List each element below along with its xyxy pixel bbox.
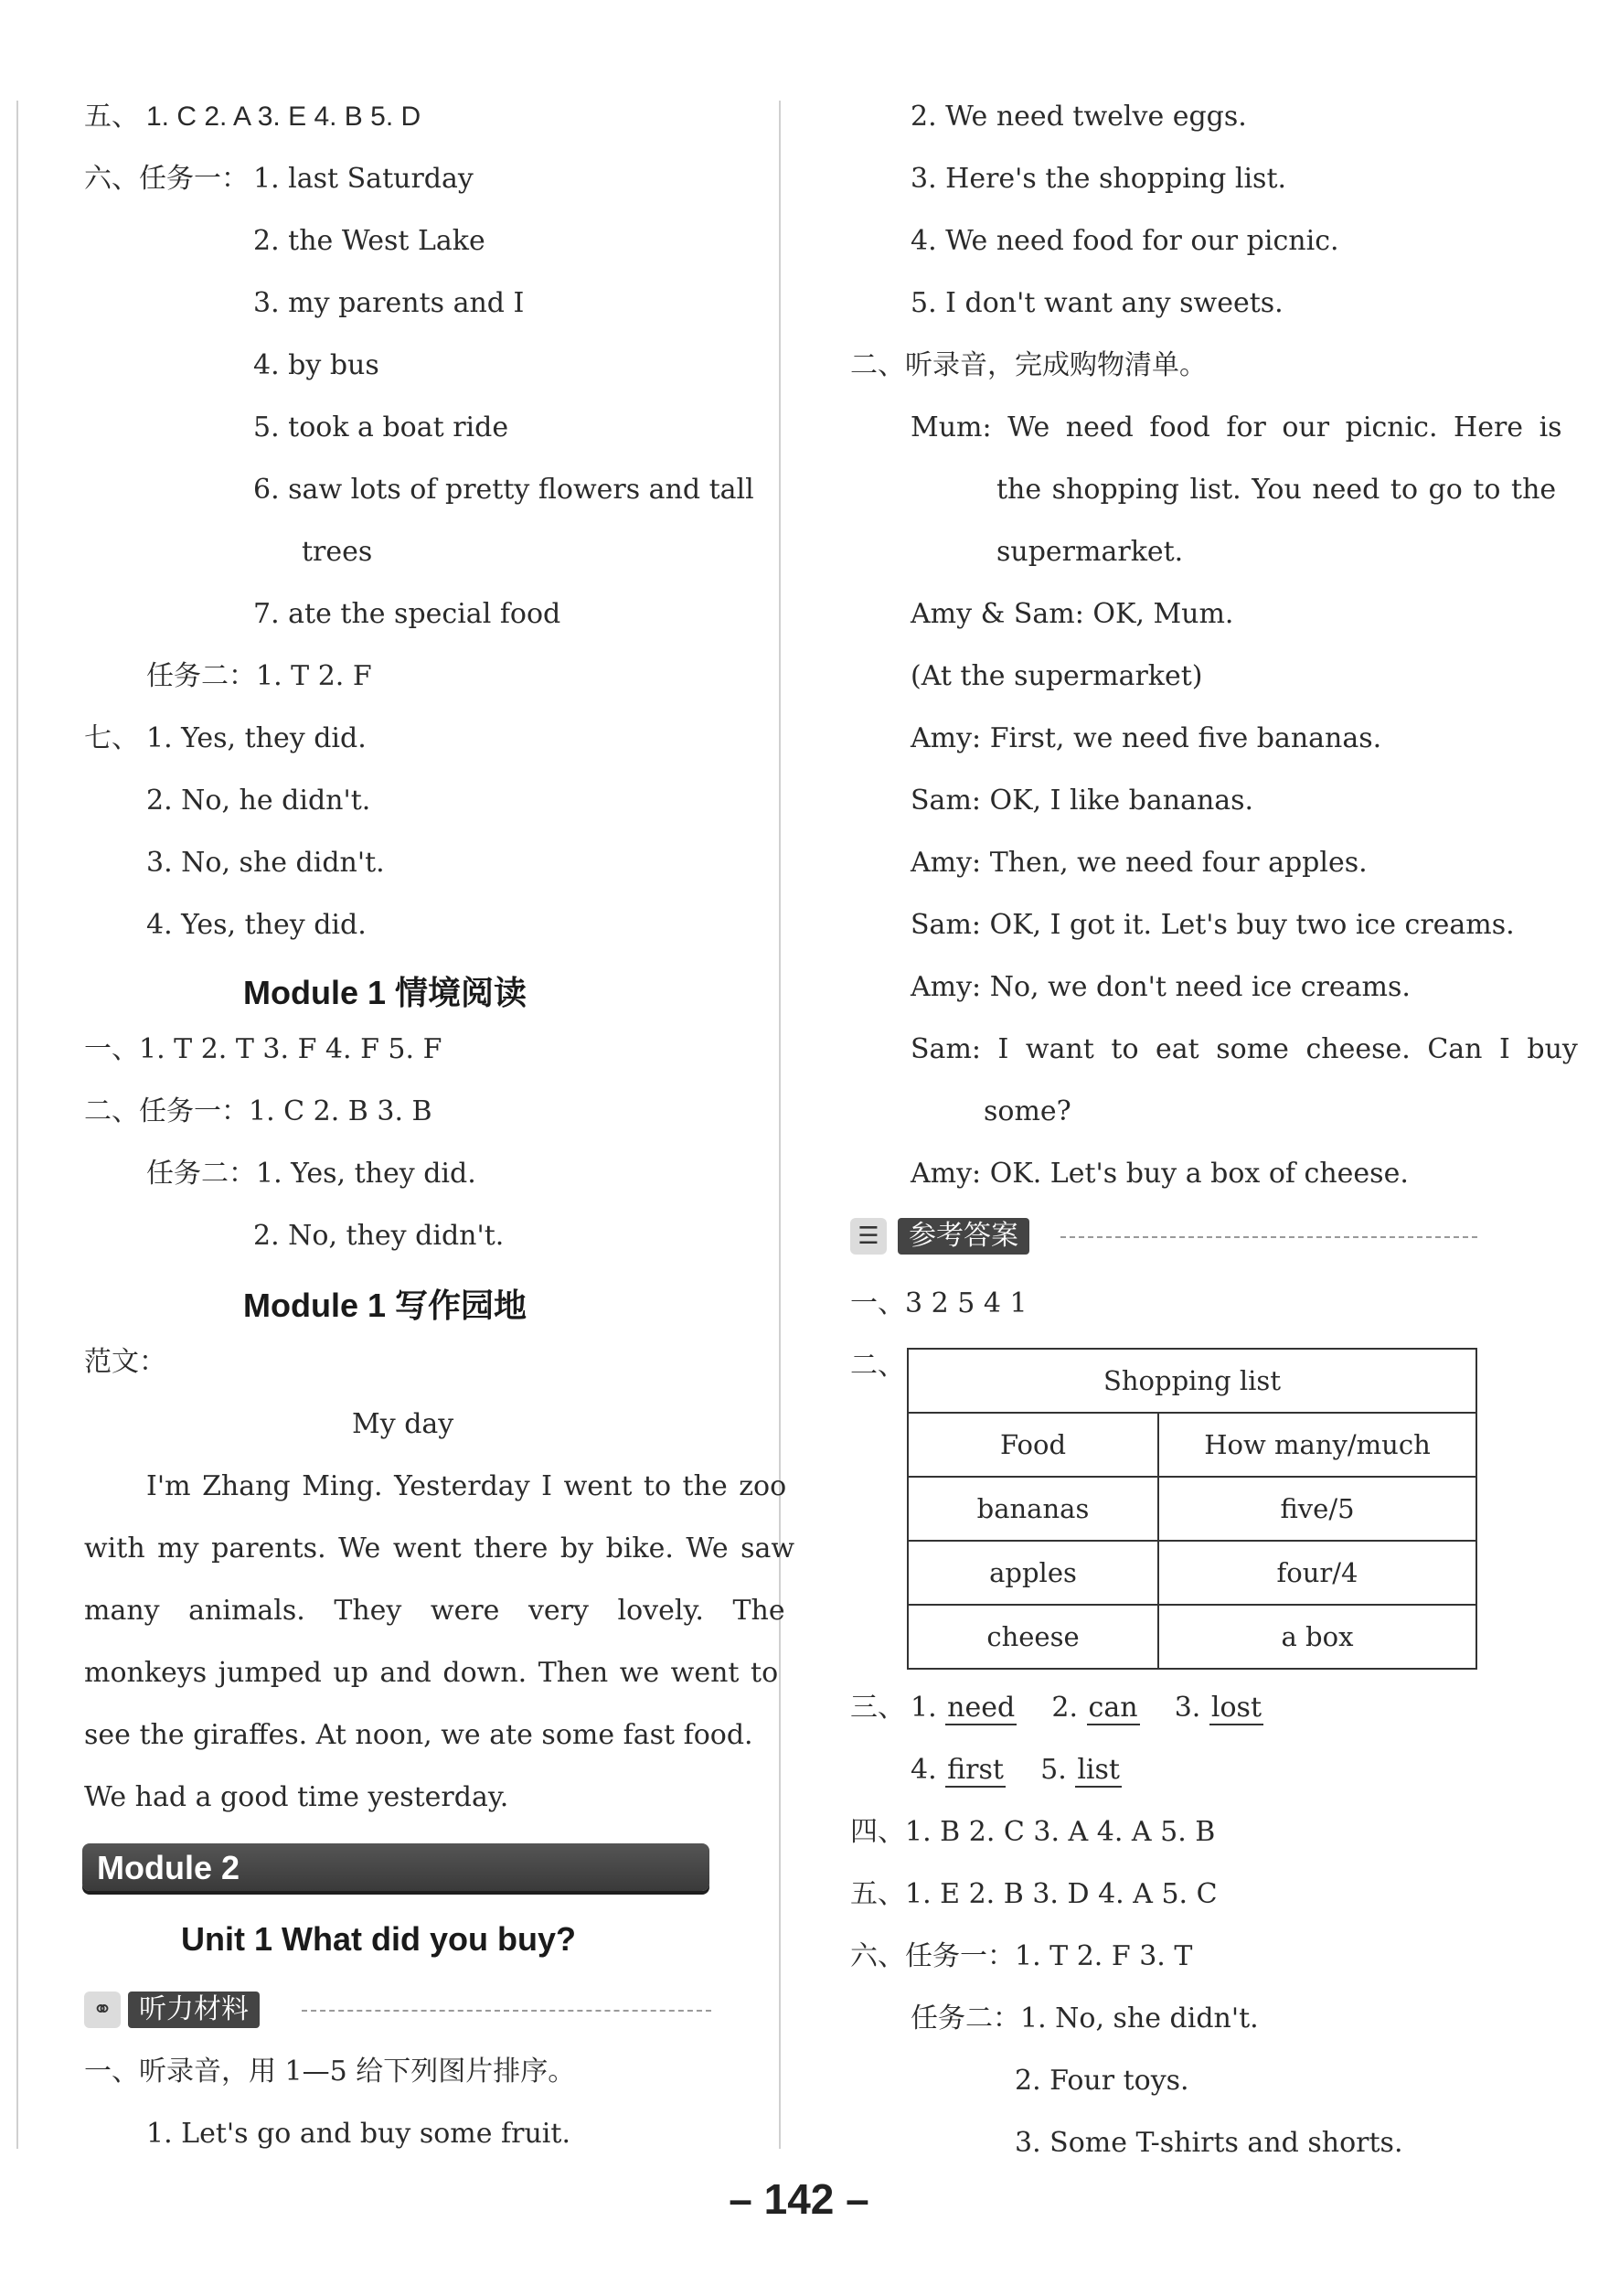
dialogue-line-10: Amy: No, we don't need ice creams.: [911, 971, 1411, 1003]
reading-2-task1: 二、任务一：1. C 2. B 3. B: [84, 1095, 432, 1127]
answer-6-task2-1: 任务二：1. No, she didn't.: [911, 2002, 1259, 2034]
reading-1-answers: 一、1. T 2. T 3. F 4. F 5. F: [84, 1033, 442, 1065]
reading-2-task2-b: 2. No, they didn't.: [253, 1220, 505, 1252]
essay-title: My day: [352, 1408, 454, 1440]
table-title-row: [908, 1349, 1476, 1413]
headphones-icon: ⚭: [84, 1992, 121, 2028]
table-cell-food: bananas: [908, 1477, 1158, 1541]
listening-line-2: 2. We need twelve eggs.: [911, 101, 1247, 133]
dialogue-line-8: Amy: Then, we need four apples.: [911, 847, 1368, 879]
s7-item-4: 4. Yes, they did.: [146, 909, 367, 941]
task1-item-3: 3. my parents and I: [253, 287, 525, 319]
task1-item-2: 2. the West Lake: [253, 225, 485, 257]
listening-instruction: 一、听录音，用 1—5 给下列图片排序。: [84, 2056, 576, 2088]
answer-book-icon: ☰: [850, 1218, 887, 1255]
dialogue-line-2: the shopping list. You need to go to the: [996, 474, 1557, 506]
answer-3-word: can: [1088, 1692, 1138, 1724]
answer-6-task2-3: 3. Some T-shirts and shorts.: [1015, 2127, 1403, 2159]
listening-line-1: 1. Let's go and buy some fruit.: [146, 2118, 570, 2150]
listening-tag: 听力材料: [128, 1992, 260, 2028]
column-divider: [779, 101, 781, 2149]
table-header-food: Food: [908, 1413, 1158, 1477]
answer-3-num: 1.: [911, 1692, 937, 1724]
dialogue-line-13: Amy: OK. Let's buy a box of cheese.: [911, 1158, 1409, 1190]
table-header-amount: How many/much: [1158, 1413, 1476, 1477]
table-cell-food: cheese: [908, 1605, 1158, 1669]
unit-title: Unit 1 What did you buy?: [181, 1920, 576, 1958]
answer-2-label: 二、: [850, 1350, 905, 1382]
answer-3-num: 2.: [1051, 1692, 1078, 1724]
essay-line-5: see the giraffes. At noon, we ate some fast food.: [84, 1719, 753, 1751]
answer-tag: 参考答案: [898, 1218, 1029, 1255]
dialogue-line-3: supermarket.: [996, 536, 1184, 568]
section-5-answers: 1. C 2. A 3. E 4. B 5. D: [146, 101, 421, 132]
answer-tag-dashes: [1060, 1236, 1477, 1238]
section-6-label: 六、任务一：: [84, 163, 249, 195]
answer-3-num: 5.: [1040, 1754, 1067, 1786]
answer-5: 五、1. E 2. B 3. D 4. A 5. C: [850, 1878, 1218, 1910]
essay-line-1: I'm Zhang Ming. Yesterday I went to the zoo: [146, 1470, 787, 1502]
answer-4: 四、1. B 2. C 3. A 4. A 5. B: [850, 1816, 1216, 1848]
task1-item-6: 6. saw lots of pretty flowers and tall: [253, 474, 754, 506]
task1-item-1: 1. last Saturday: [253, 163, 474, 195]
s7-item-2: 2. No, he didn't.: [146, 785, 371, 817]
dialogue-line-5: (At the supermarket): [911, 660, 1203, 692]
essay-line-2: with my parents. We went there by bike. We saw: [84, 1532, 795, 1564]
section-7-label: 七、: [84, 722, 139, 754]
task2-answers: 任务二：1. T 2. F: [146, 660, 372, 692]
page-number: – 142 –: [729, 2175, 869, 2223]
answer-3-num: 4.: [911, 1754, 937, 1786]
module-2-banner-label: Module 2: [97, 1849, 240, 1886]
dialogue-line-4: Amy & Sam: OK, Mum.: [911, 598, 1234, 630]
table-row: [908, 1477, 1476, 1541]
answer-3-line-1: [911, 1692, 1263, 1725]
dialogue-line-6: Amy: First, we need five bananas.: [911, 722, 1382, 754]
table-cell-amount: a box: [1158, 1605, 1476, 1669]
essay-label: 范文：: [84, 1346, 166, 1378]
left-margin-line: [16, 101, 18, 2149]
answer-3-label: 三、: [850, 1692, 905, 1724]
table-cell-food: apples: [908, 1541, 1158, 1605]
section-5-label: 五、: [84, 101, 139, 133]
table-row: [908, 1605, 1476, 1669]
answer-3-word: first: [947, 1754, 1004, 1786]
section-2-instruction: 二、听录音，完成购物清单。: [850, 349, 1207, 381]
answer-3-num: 3.: [1174, 1692, 1201, 1724]
module-2-banner: [82, 1843, 709, 1891]
task1-item-6-cont: trees: [302, 536, 373, 568]
answer-3-word: need: [947, 1692, 1016, 1724]
reading-2-task2-a: 任务二：1. Yes, they did.: [146, 1158, 476, 1190]
listening-line-3: 3. Here's the shopping list.: [911, 163, 1287, 195]
dialogue-line-1: Mum: We need food for our picnic. Here is: [911, 411, 1562, 443]
table-row: [908, 1541, 1476, 1605]
module1-reading-title: Module 1 情境阅读: [243, 974, 527, 1011]
dialogue-line-9: Sam: OK, I got it. Let's buy two ice creams.: [911, 909, 1515, 941]
listening-line-5: 5. I don't want any sweets.: [911, 287, 1284, 319]
essay-line-3: many animals. They were very lovely. The: [84, 1595, 785, 1627]
answer-6-task2-2: 2. Four toys.: [1015, 2065, 1189, 2097]
dialogue-line-12: some?: [984, 1095, 1071, 1127]
table-cell-amount: four/4: [1158, 1541, 1476, 1605]
answer-3-word: lost: [1210, 1692, 1262, 1724]
task1-item-7: 7. ate the special food: [253, 598, 561, 630]
table-cell-amount: five/5: [1158, 1477, 1476, 1541]
task1-item-5: 5. took a boat ride: [253, 411, 509, 443]
listening-line-4: 4. We need food for our picnic.: [911, 225, 1339, 257]
answer-6-task1: 六、任务一：1. T 2. F 3. T: [850, 1940, 1193, 1972]
essay-line-6: We had a good time yesterday.: [84, 1781, 509, 1813]
dialogue-line-11: Sam: I want to eat some cheese. Can I buy: [911, 1033, 1578, 1065]
shopping-list-table: [907, 1348, 1477, 1670]
listening-tag-dashes: [302, 2010, 711, 2012]
s7-item-3: 3. No, she didn't.: [146, 847, 385, 879]
answer-1: 一、3 2 5 4 1: [850, 1287, 1028, 1319]
table-header-row: [908, 1413, 1476, 1477]
s7-item-1: 1. Yes, they did.: [146, 722, 367, 754]
essay-line-4: monkeys jumped up and down. Then we went to: [84, 1657, 779, 1689]
dialogue-line-7: Sam: OK, I like bananas.: [911, 785, 1254, 817]
answer-3-word: list: [1077, 1754, 1120, 1786]
table-title: Shopping list: [908, 1349, 1476, 1413]
task1-item-4: 4. by bus: [253, 349, 379, 381]
answer-3-line-2: [911, 1754, 1122, 1787]
module1-writing-title: Module 1 写作园地: [243, 1287, 527, 1324]
